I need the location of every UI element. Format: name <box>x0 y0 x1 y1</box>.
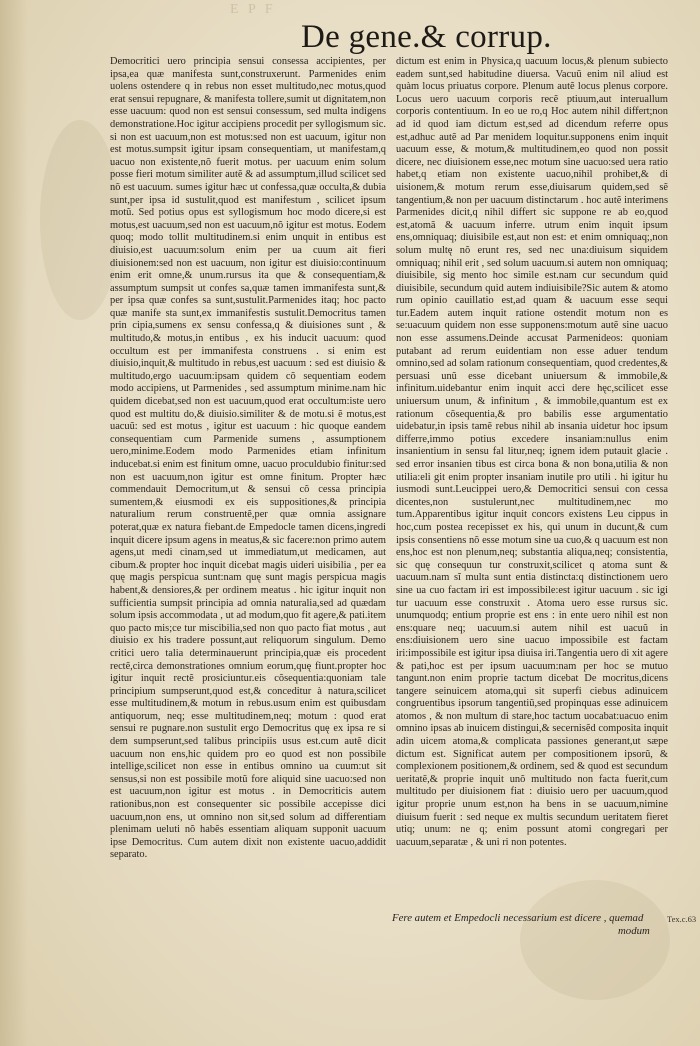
paper-stain <box>40 120 120 320</box>
closing-line-2: modum <box>618 925 650 937</box>
right-column-text: dictum est enim in Physica,q uacuum locus,& plenum subiecto eadem sunt,sed habitudine diuersa. Vacuũ enim nil aliud est quàm locus priuatus corpore. Plenum autẽ locus plenus corpore. Locus uero uacuum corporis recẽ ptiuum,aut interuallum corporis contentiuum. In eo ue ro,q Hoc autem nihil differt;non ad id quod iam dictum est,sed ad dicendum referre opus est,adhuc autẽ ad Par menidem loquitur.supponens enim inquit uacuum esse, & motum,& multitudinem,eo quod non possit dicere, nec diuisionem esse,nec motum sine uacuo:sed uera ratio habet,q etiam non existente uacuo,nihil prohibet,& di uisionem,& motum rerum esse,diuisarum quidem,sed sẽ tangentium,& non per uacuum distinctarum . hoc autẽ interimens Parmenides dicit,q nihil differt sic suppone re ab eo,quod est,atomã & uacuum inferre. utrum enim inquit ipsum ens,omniquaq; diuisibile est,aut non est: et enim omniquaq;,non solum multę nõ erunt res, sed nec una:diuisum siquidem omniquaq; nihil erit , sed solum uacuum.si autem non omniquaq; diuisibile, sig mento hoc simile est.nam cur secundum quid diuisibile, secundum quid autem indiuisibile?Sic autem & atomo rum opinio cauillatio est,ad quam & uacuum esse sequi tur.Eadem autem inquit ratione ostendit motum non es se:uacuum quidem non esse supponens:motum autẽ sine uacuo non esse assumens.Deinde accusat Parmenideos: quoniam putabant ad rerum euidentiam non esse aduer tendum omnino,sed ad solam rationum consequentiam, quod credentes,& persuasi unũ esse dicebant uniuersum & immobile,& infinitum.uidebantur enim inquit acci dere hęc,scilicet esse uniuersum unum, & infinitum , & immobile,quantum est ex rationum cõsequentia,& pro babilis esse argumentatio uidebatur,in ipsis tamẽ rebus nihil ab insania uidetur hoc ipsum differre,immo potius excedere insaniam:nullus enim insanientium in sensu fal litur,neq; ignem idem putauit glacie . sed error insanien tibus est circa bona & non bona,utilia & non utilia:eli git enim propter insaniam inutile pro utili . hi igitur hu iusmodi sunt.Leucippei uero,& Democritici sensui con cessa dicentes,non sustulerunt,nec multitudinem,nec mo tum.Apparentibus igitur inquit concors existens Leu cippus in hoc,cum postea recepisset ex his, qui unum in ducunt,& cum ipsis consentiens nõ esse motum sine ua cuo,& q uacuum est non ens,hoc est non plenum,neq; substantia aliqua,neq; consistentia, sic quę consequun tur construxit,scilicet q atoma sunt & uacuum.nam sĩ multa sunt entia distincta:q distinctionem uero sine ua cuo factam iri est impossibile:est igitur uacuum . sic igi tur uacuum esse construxit . Atoma uero esse rursus sic. unumquodq; entium proprie est ens : in ente uero nihil est non ens:quare neq; uacuum.si autem nihil est uacuũ in ens:diuisionem uero sine uacuo impossibile est factam iri:impossibile est igitur ipsa diuisa iri.Tangentia uero di xit agere & pati,hoc est per ipsum uacuum:nam per hoc se mutuo tangunt.non enim proprie tactum dicebat De mocritus,dicens tangere seinuicem atoma,qui sit superfi ciebus adinuicem congruentibus ipsorum tangentiũ,sed propinquas esse adinuicem atomos , & non multum di stare,hoc tactum uocabat:uacuo enim omnino ipsas ab inuicem distingui,& secernisẽd composita inquit adin uicem atoma,& complicata passiones generant,ut sæpe dictum est. Significat autem per compositionem ipsorũ, & complexionem positionem,& ordinem, sed & quod est secundum ueritatẽ,& proprie inquit unõ multitudo non facta fuerit,cum multitudo per diuisionem fiat : diuisio uero per uacuum,quod igitur proprie unum est,non ha bens in se uacuum,nimine diuisum fuerit : sed neque ex multis secundum ueritatem fieret utiq; unum: ne q; enim possunt atomi congregari per uacuum,separatæ , & uni ri non potentes. <box>396 56 668 848</box>
closing-line-1: Fere autem et Empedocli necessarium est dicere , quemad <box>392 912 644 924</box>
page-header <box>0 18 700 58</box>
left-column-text: Democritici uero principia sensui consessa accipientes, per ipsa,ea quæ manifesta sunt,construxerunt. Parmenides enim uolens ostendere q in rebus non esset multitudo,nec motus,quod erat sensui repugnare, & manifesta tollere,sumit ut dignitatem,non esse uacuum: quod non est sensui consessum, sed multa indigens demonstratione.Hoc igitur accipiens procedit per syllogismum sic. si non est uacuum,non est motus:sed non est uacuum, igitur non est motus.sumpsit igitur ipsam consequentiam, ut manifestam,q uacuo non existente,nõ fuerit motus. per uacuum enim solum posse fieri motum similiter autẽ & ad assumptum,illud scilicet sed nõ est uacuum. sumes igitur hæc ut confessa,quæ occulta,& dubia sunt,per ipsa id sustulit,quod est manifestum , scilicet ipsum motũ. Sed potius opus est syllogismum hoc modo dicere,si est motus,est uacuum,sed non est uacuum,nõ igitur est motus. Eodem quoq; modo tollit multitudinem.si enim unquit in entibus est diuisio,est uacuum:solum enim per ua cuum ait fieri diuisionem:sed non est uacuum, non igitur est diuisio:continuum enim erit omne,& unum.rursus ita que & consequentiam,& assumptum sumpsit ut confes sa,quæ tamen immanifesta sunt,& per ipsa quæ confes sa sunt,sustulit.Parmenides itaq; hoc pacto quæ manife sta sunt,ex immanifestis sustulit.Democritus tamen prin cipia,sumens ex sensu confessa,q & diuisiones sunt , & multitudo,& motus,in entibus , ex his inducit uacuum: quod occultum est per immanifesta construens . si enim est diuisio,inquit,& multitudo in rebus,est uacuum : sed est diuisio & multitudo,ergo uacuum:ipsam quidem cõ sequentiam eodem modo accipiens, ut Parmenides , sed assumptum minime.nam hic quidem dicebat,sed non est uacuum,quod erat occultum:iste uero quod est multitu do,& diuisio.similiter & de motu.si ẽ motus,est uacuũ: sed est motus , igitur est uacuum : hic quoque eandem consequentiam cum Parmenide sumens , assumptionem uero,minime.Eodem modo Parmenides etiam infinitum inducebat.si enim est finitum omne, uacuo proculdubio finitur:sed non est uacuum,non igitur est omne finitum. Propter hæc commendauit Democritum,ut & sensui cõ cessa principia sumentem,& eiusmodi ex eis suppositiones,& principia naturalium rerum construentẽ,per quæ omnia assignare poterat,quæ ex natura fiebant.de Empedocle tamen dicens,ingredi inquit dicere ipsum agens in meatus,& sic facere:non primo autem agens,ut medi cinam,sed ut immediatum,ut medicamen, aut cibum.& propter hoc inquit dicebat magis uideri uisibilia , per ea quę magis perspicua sunt:nam quę sunt magis perspicua magis habent,& densiores,& per ordinem meatus . hic igitur inquit non sufficientia sumpsit principia ad omnia naturalia,sed ad quædam solum ipsis accommodata , ut ad modum,quo fit agere,& pati.item quo pacto mis;ce tur miscibilia,sed non quo pacto fiat motus , aut diuisio ex his tradere possunt,aut reliquorum singulum. Demo critici uero talia determinauerunt principia,quæ eis procedent rectẽ,circa demonstrationes omnium eorum,quę fiunt.propter hoc igitur inquit rectẽ prosiciuntur.eis cõsequentia:quoniam tale principium sumpserunt,quod est,& conceditur à natura,scilicet esse multitudinem,& motum in rebus.usum enim est quibusdam antiquorum, neq; esse multitudinem,neq; motum : quod erat sensui re pugnare.non sustulit ergo Democritus quę ex ipsa re si dem sumpserunt,sed talibus principiis usus est.cum autẽ dicit uacuum non ens,hic quidem pro eo quod est non possibile intellige,scilicet non esse in entibus omnino ua cuum:ut sit sensus,si non est possibile motũ fore aliquid sine uacuo:sed non est uacuum,non igitur est motus . in Democriticis autem rationibus,non est consequenter sic possibile accepisse dici uacuum,non ens, ut omnino non sit,sed solum ad differentiam plenimam ueluti nõ habẽs essentiam aliquam supponit uacuum ipse Democritus. Cum autem dixit non existente uacuo,addidit separato. <box>110 56 386 861</box>
left-text-column <box>110 56 386 936</box>
margin-text-reference: Tex.c.63 <box>667 914 697 924</box>
running-head-title: De gene.& corrup. <box>301 19 552 55</box>
bleed-through-text: E P F <box>230 2 276 17</box>
right-text-column <box>396 56 668 906</box>
binding-shadow <box>0 0 28 1046</box>
closing-catchline <box>392 912 682 942</box>
